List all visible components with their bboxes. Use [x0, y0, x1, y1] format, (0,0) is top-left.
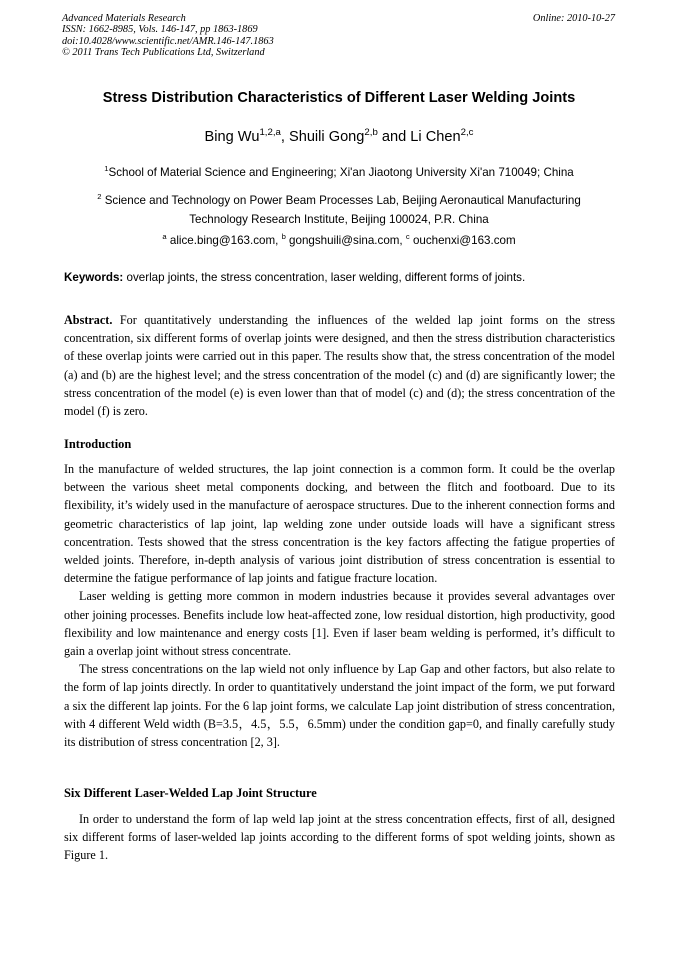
introduction-body [64, 460, 615, 751]
copyright-line: © 2011 Trans Tech Publications Ltd, Switzerland [62, 47, 265, 59]
author-superscript: 2,b [364, 127, 378, 139]
email-superscript: a [162, 232, 167, 242]
affiliation-2 [0, 191, 678, 229]
author-list [0, 129, 678, 145]
author-name: and Li Chen [381, 129, 461, 145]
journal-header [62, 13, 274, 59]
affiliation-superscript: 2 [97, 192, 102, 202]
paragraph: In the manufacture of welded structures, the lap joint connection is a common form. It could be the overlap between the various sheet metal components docking, and between the flitch and footboard. Due to its flexibility, it’s widely used in the manufacture of aerospace structures. Due to the inherent connection forms and geometric characteristics of lap joint, lap welding zone under outside loads will have a significant stress concentration. Tests showed that the stress concentration is the key factors affecting the fatigue properties of welded joints. Therefore, in-depth analysis of various joint distribution of stress concentration is essential to determine the fatigue performance of lap joints and fatigue fracture location. [64, 462, 615, 586]
online-date: Online: 2010-10-27 [532, 13, 615, 24]
six-joints-body [64, 810, 615, 865]
issn-line: ISSN: 1662-8985, Vols. 146-147, pp 1863-1869 [62, 24, 258, 36]
email-address: gongshuili@sina.com, [289, 234, 403, 247]
doi-line: doi:10.4028/www.scientific.net/AMR.146-147.1863 [62, 35, 274, 47]
author-superscript: 1,2,a [259, 127, 281, 139]
email-address: ouchenxi@163.com [412, 234, 516, 247]
keywords [64, 271, 525, 284]
email-line [0, 234, 678, 247]
abstract-text: For quantitatively understanding the influences of the welded lap joint forms on the stress concentration, six different forms of overlap joints were designed, and then the stress distribution characteristics of these overlap joints were carried out in this paper. The results show that, the stress concentration of the model (a) and (b) are the highest level; and the stress concentration of the model (c) and (d) are significantly lower; the stress concentration of the model (e) is even lower than that of model (c) and (d); the stress concentration of the model (f) is zero. [64, 313, 615, 419]
affiliation-superscript: 1 [104, 164, 109, 174]
author-name: , Shuili Gong [280, 129, 365, 145]
email-superscript: c [405, 232, 410, 242]
email-address: alice.bing@163.com, [169, 234, 279, 247]
keywords-text: overlap joints, the stress concentration, laser welding, different forms of joints. [126, 271, 526, 284]
author-superscript: 2,c [460, 127, 474, 139]
email-superscript: b [281, 232, 286, 242]
paragraph: Laser welding is getting more common in modern industries because it provides several advantages over other joining processes. Benefits include low heat-affected zone, low residual distortion, high productivity, good flexibility and low maintenance and energy costs [1]. Even if laser beam welding is performed, it’s difficult to gain a overlap joint without stress concentrate. [64, 589, 615, 659]
paper-title: Stress Distribution Characteristics of Different Laser Welding Joints [102, 90, 576, 106]
section-heading-six-joints: Six Different Laser-Welded Lap Joint Structure [64, 786, 317, 800]
keywords-label: Keywords: [64, 271, 124, 284]
affiliation-1 [0, 166, 678, 179]
affiliation-text: Science and Technology on Power Beam Processes Lab, Beijing Aeronautical Manufacturing [104, 194, 581, 207]
paragraph: In order to understand the form of lap weld lap joint at the stress concentration effects, first of all, designed six different forms of laser-welded lap joints according to the different forms of spot welding joints, shown as Figure 1. [64, 812, 615, 863]
journal-name: Advanced Materials Research [62, 13, 186, 24]
abstract-label: Abstract. [64, 313, 113, 327]
abstract [64, 311, 615, 420]
affiliation-text: Technology Research Institute, Beijing 100024, P.R. China [189, 213, 489, 226]
affiliation-text: School of Material Science and Engineering; Xi'an Jiaotong University Xi'an 710049; China [108, 166, 574, 179]
section-heading-introduction: Introduction [64, 437, 132, 451]
author-name: Bing Wu [204, 129, 260, 145]
paragraph: The stress concentrations on the lap wield not only influence by Lap Gap and other factors, but also relate to the form of lap joints directly. In order to quantitatively understand the joint impact of the form, we put forward a six the different lap joints. For the 6 lap joint forms, we calculate Lap joint distribution of stress concentration, with 4 different Weld width (B=3.5，4.5，5.5，6.5mm) under the condition gap=0, and finally carefully study its distribution of stress concentration [2, 3]. [64, 662, 615, 750]
